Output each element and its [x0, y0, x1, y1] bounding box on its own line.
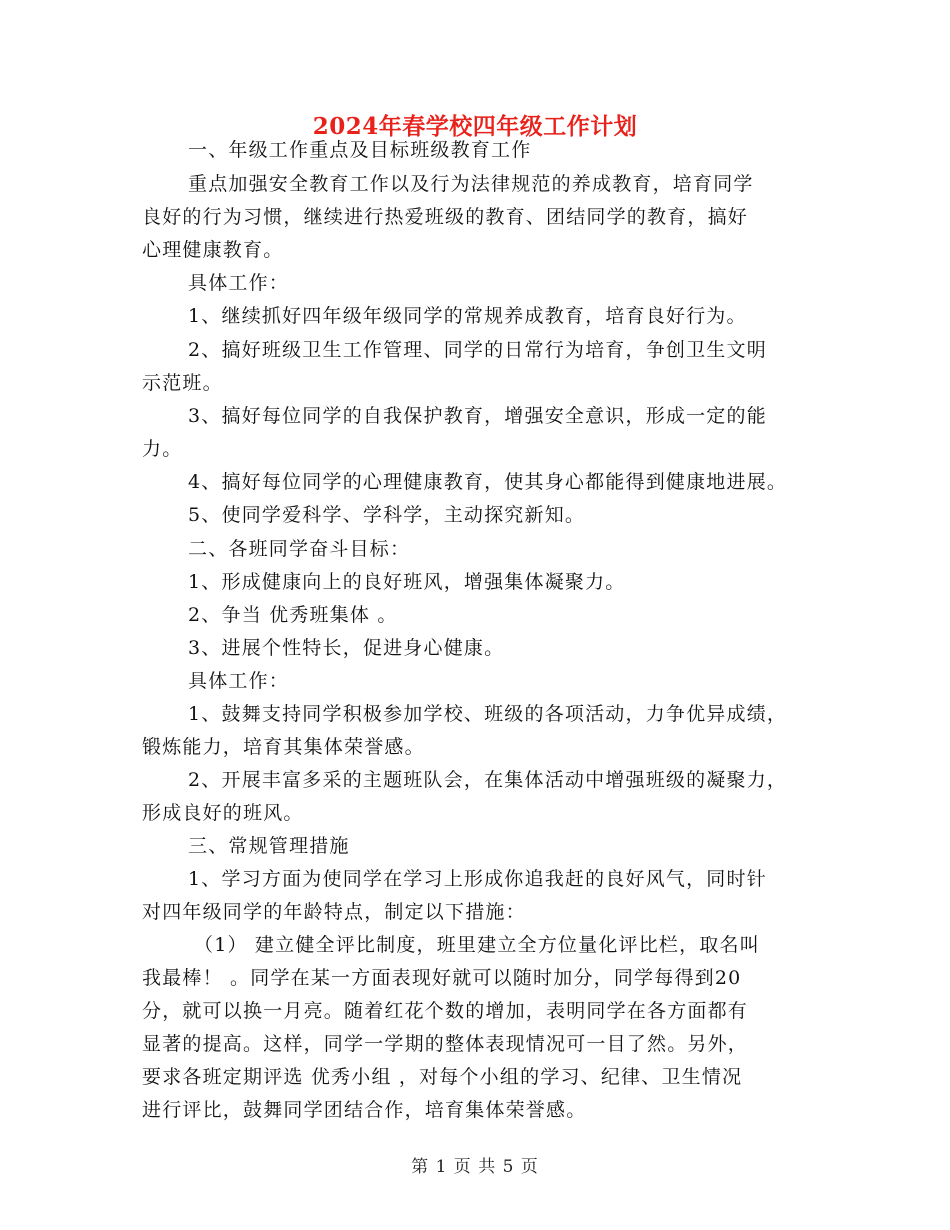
list-item-continuation: 力。: [142, 438, 183, 460]
section-heading-3: 三、常规管理措施: [188, 835, 350, 857]
paragraph-line: 我最棒！ 。同学在某一方面表现好就可以随时加分，同学每得到20: [142, 967, 742, 989]
paragraph-line: 进行评比，鼓舞同学团结合作，培育集体荣誉感。: [142, 1099, 587, 1121]
list-item: 1、形成健康向上的良好班风，增强集体凝聚力。: [188, 571, 626, 593]
list-item: 3、搞好每位同学的自我保护教育，增强安全意识，形成一定的能: [188, 405, 767, 427]
subheading: 具体工作：: [188, 272, 290, 294]
paragraph-line: 心理健康教育。: [142, 239, 284, 261]
list-item: 4、搞好每位同学的心理健康教育，使其身心都能得到健康地进展。: [188, 471, 788, 493]
list-item: （1） 建立健全评比制度，班里建立全方位量化评比栏，取名叫: [194, 934, 760, 956]
list-item-continuation: 示范班。: [142, 372, 223, 394]
paragraph-line: 良好的行为习惯，继续进行热爱班级的教育、团结同学的教育，搞好: [142, 206, 749, 228]
section-heading-1: 一、年级工作重点及目标班级教育工作: [188, 139, 532, 161]
list-item: 3、进展个性特长，促进身心健康。: [188, 637, 505, 659]
list-item: 1、继续抓好四年级年级同学的常规养成教育，培育良好行为。: [188, 305, 747, 327]
paragraph-line: 分，就可以换一月亮。随着红花个数的增加，表明同学在各方面都有: [142, 1000, 749, 1022]
paragraph-line: 显著的提高。这样，同学一学期的整体表现情况可一目了然。另外，: [142, 1033, 749, 1055]
subheading: 具体工作：: [188, 670, 290, 692]
page-footer: 第 1 页 共 5 页: [411, 1157, 539, 1177]
list-item-continuation: 对四年级同学的年龄特点，制定以下措施：: [142, 901, 526, 923]
list-item: 2、搞好班级卫生工作管理、同学的日常行为培育，争创卫生文明: [188, 339, 767, 361]
paragraph-line: 要求各班定期评选 优秀小组 ，对每个小组的学习、纪律、卫生情况: [142, 1066, 743, 1088]
list-item: 1、鼓舞支持同学积极参加学校、班级的各项活动，力争优异成绩，: [188, 703, 788, 725]
list-item-continuation: 形成良好的班风。: [142, 802, 304, 824]
section-heading-2: 二、各班同学奋斗目标：: [188, 538, 411, 560]
document-title: 2024年春学校四年级工作计划: [312, 113, 638, 140]
list-item-continuation: 锻炼能力，培育其集体荣誉感。: [142, 736, 425, 758]
list-item: 2、开展丰富多采的主题班队会，在集体活动中增强班级的凝聚力，: [188, 769, 788, 791]
list-item: 5、使同学爱科学、学科学，主动探究新知。: [188, 504, 586, 526]
list-item: 2、争当 优秀班集体 。: [188, 604, 398, 626]
list-item: 1、学习方面为使同学在学习上形成你追我赶的良好风气，同时针: [188, 868, 767, 890]
paragraph-line: 重点加强安全教育工作以及行为法律规范的养成教育，培育同学: [188, 173, 754, 195]
